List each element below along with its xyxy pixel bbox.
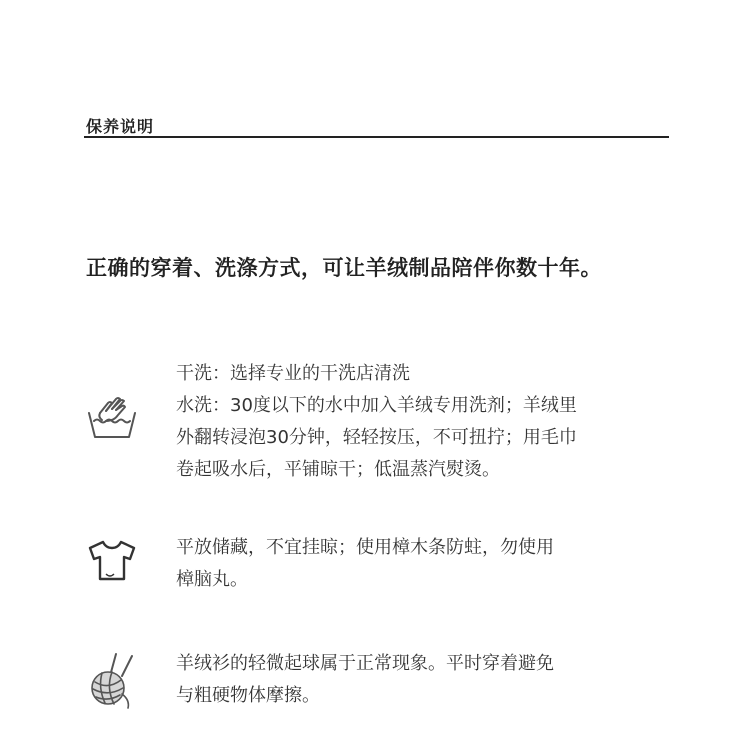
- care-line: 樟脑丸。: [176, 569, 248, 590]
- t-shirt-icon: [86, 534, 138, 586]
- care-line: 水洗：30度以下的水中加入羊绒专用洗剂；羊绒里: [176, 395, 577, 416]
- care-text-storage: [176, 532, 554, 596]
- care-text-pilling: [176, 648, 554, 712]
- hand-wash-icon: [86, 393, 138, 445]
- header-title: 保养说明: [86, 117, 155, 136]
- care-line: 干洗：选择专业的干洗店清洗: [176, 363, 410, 384]
- care-text-washing: [176, 358, 577, 486]
- care-line: 卷起吸水后，平铺晾干；低温蒸汽熨烫。: [176, 459, 500, 480]
- care-line: 平放储藏，不宜挂晾；使用樟木条防蛀，勿使用: [176, 537, 554, 558]
- care-line: 外翻转浸泡30分钟，轻轻按压，不可扭拧；用毛巾: [176, 427, 577, 448]
- intro-text: 正确的穿着、洗涤方式，可让羊绒制品陪伴你数十年。: [86, 256, 602, 280]
- yarn-ball-icon: [86, 652, 138, 704]
- care-line: 羊绒衫的轻微起球属于正常现象。平时穿着避免: [176, 653, 554, 674]
- care-line: 与粗硬物体摩擦。: [176, 685, 320, 706]
- header-divider: [84, 136, 669, 138]
